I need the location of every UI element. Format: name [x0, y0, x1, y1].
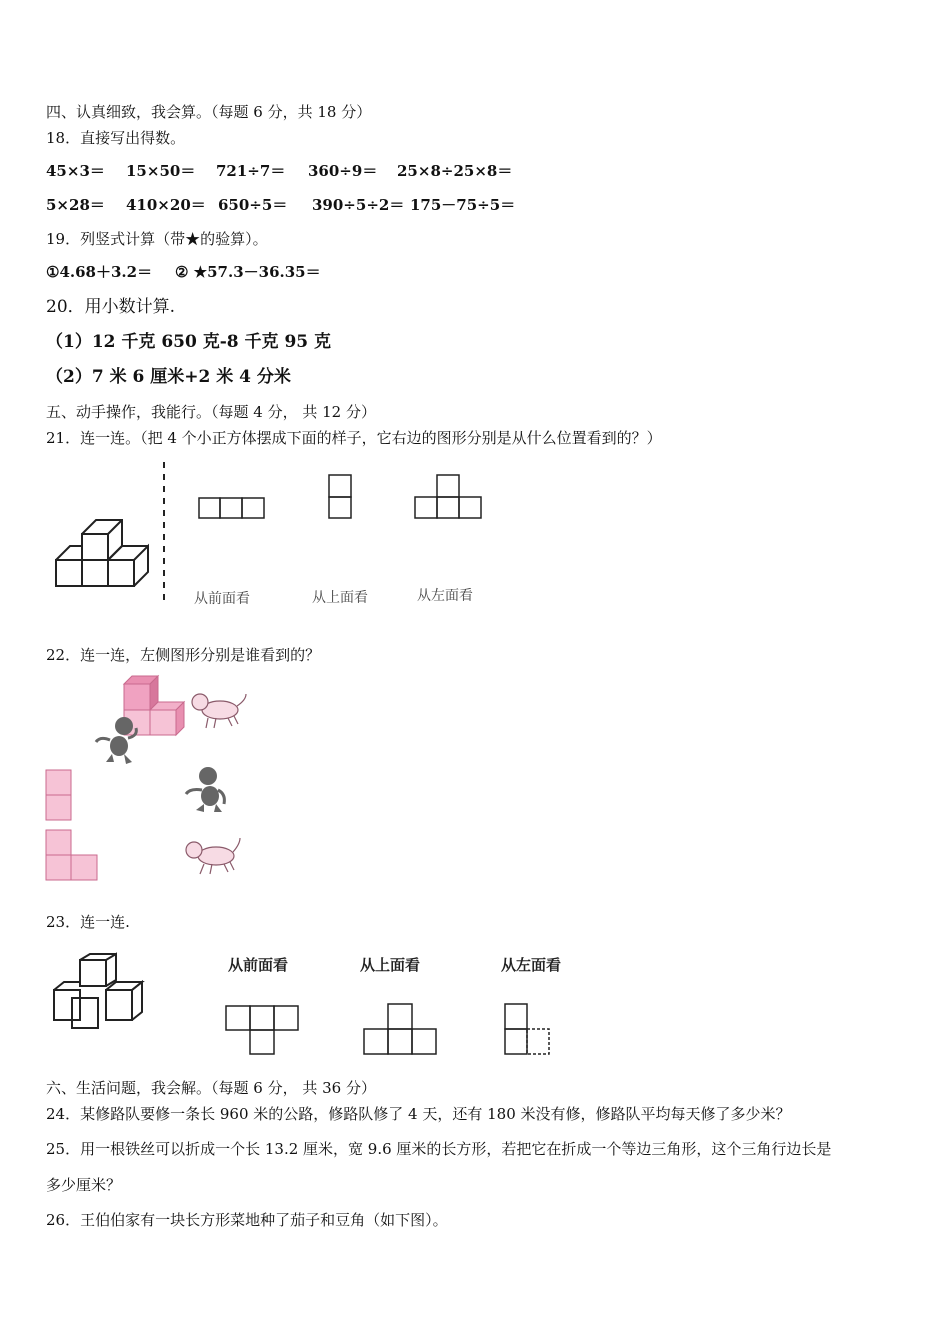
q21-view-front — [199, 498, 264, 518]
section4-title: 四、认真细致，我会算。（每题 6 分，共 18 分） — [46, 103, 372, 121]
calc-item: 390÷5÷2＝ — [312, 196, 405, 214]
q22-prompt: 22．连一连，左侧图形分别是谁看到的？ — [46, 646, 321, 664]
calc-item: 360÷9＝ — [308, 162, 378, 180]
calc-item: 650÷5＝ — [218, 196, 288, 214]
q19-prompt: 19．列竖式计算（带★的验算）。 — [46, 230, 268, 248]
calc-item: 721÷7＝ — [216, 162, 286, 180]
pink-view-l-shape — [46, 830, 97, 880]
q21-prompt: 21．连一连。（把 4 个小正方体摆成下面的样子，它右边的图形分别是从什么位置看到的？） — [46, 429, 662, 447]
section5-title: 五、动手操作，我能行。（每题 4 分， 共 12 分） — [46, 403, 376, 421]
q21-view-left — [415, 475, 481, 518]
q21-label-left: 从左面看 — [417, 588, 473, 604]
q25-text-line1: 25．用一根铁丝可以折成一个长 13.2 厘米，宽 9.6 厘米的长方形，若把它在折成一个等边三角形，这个三角行边长是 — [46, 1140, 832, 1158]
dog-icon — [192, 694, 246, 728]
calc-item: 175－75÷5＝ — [410, 196, 516, 214]
q24-text: 24．某修路队要修一条长 960 米的公路，修路队修了 4 天，还有 180 米没有修，修路队平均每天修了多少米？ — [46, 1105, 791, 1123]
q23-view-top — [364, 1004, 436, 1054]
q23-view-front — [226, 1006, 298, 1054]
q21-label-front: 从前面看 — [194, 591, 250, 607]
q21-cube-stack — [56, 520, 148, 586]
q23-label-front: 从前面看 — [228, 956, 289, 974]
q23-label-top: 从上面看 — [360, 956, 421, 974]
calc-item: 15×50＝ — [126, 162, 196, 180]
q21-label-top: 从上面看 — [312, 590, 368, 606]
q23-figure — [50, 952, 560, 1062]
pink-view-column — [46, 770, 71, 820]
q23-prompt: 23．连一连. — [46, 913, 130, 931]
q19-a: ①4.68＋3.2＝ — [46, 263, 153, 281]
pink-cube-group — [124, 676, 184, 735]
q19-b: ② ★57.3－36.35＝ — [175, 263, 321, 281]
dog-icon — [186, 838, 240, 874]
q23-cube-stack — [54, 954, 142, 1028]
q26-text: 26．王伯伯家有一块长方形菜地种了茄子和豆角（如下图）。 — [46, 1211, 448, 1229]
q22-figure — [44, 674, 254, 884]
q20-a: （1）12 千克 650 克-8 千克 95 克 — [46, 332, 332, 352]
q18-prompt: 18．直接写出得数。 — [46, 129, 186, 147]
calc-item: 45×3＝ — [46, 162, 105, 180]
calc-item: 410×20＝ — [126, 196, 206, 214]
q23-view-left — [505, 1004, 549, 1054]
calc-item: 5×28＝ — [46, 196, 105, 214]
q21-view-top — [329, 475, 351, 518]
calc-item: 25×8÷25×8＝ — [397, 162, 513, 180]
monkey-icon — [96, 717, 136, 764]
q23-label-left: 从左面看 — [501, 956, 562, 974]
monkey-icon — [186, 767, 224, 812]
section6-title: 六、生活问题，我会解。（每题 6 分， 共 36 分） — [46, 1079, 376, 1097]
q25-text-line2: 多少厘米？ — [46, 1176, 122, 1194]
q20-prompt: 20．用小数计算. — [46, 297, 176, 317]
q20-b: （2）7 米 6 厘米+2 米 4 分米 — [46, 367, 291, 387]
